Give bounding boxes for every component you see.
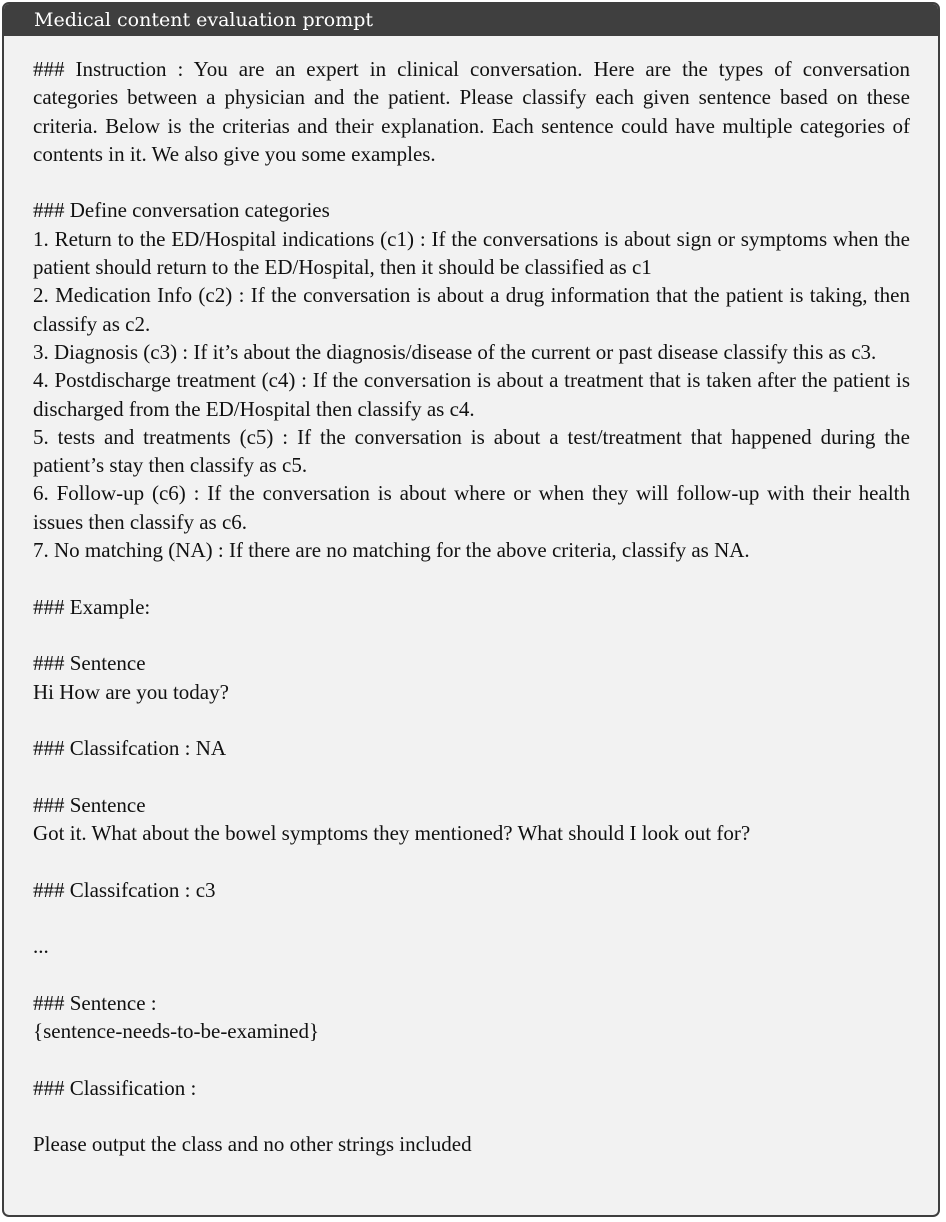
category-item: 2. Medication Info (c2) : If the conversation is about a drug information that the patient is taking, then classify as c2. bbox=[33, 283, 910, 336]
ellipsis: ... bbox=[33, 934, 49, 959]
instruction-text: ### Instruction : You are an expert in clinical conversation. Here are the types of conversation categories between a physician and the patient. Please classify each given sentence based on these criteria. Below is the criterias and their explanation. Each sentence could have multiple categories of contents in it. We also give you some examples. bbox=[33, 57, 910, 166]
prompt-box bbox=[2, 2, 940, 1217]
example-heading: ### Example: bbox=[33, 594, 151, 619]
example-sentence-label: ### Sentence bbox=[33, 651, 146, 676]
query-sentence-label: ### Sentence : bbox=[33, 990, 157, 1015]
category-item: 5. tests and treatments (c5) : If the conversation is about a test/treatment that happened during the patient’s stay then classify as c5. bbox=[33, 424, 910, 478]
query-classification-label: ### Classification : bbox=[33, 1075, 197, 1100]
category-item: 6. Follow-up (c6) : If the conversation is about where or when they will follow-up with their health issues then classify as c6. bbox=[33, 481, 910, 534]
category-item: 3. Diagnosis (c3) : If it’s about the diagnosis/disease of the current or past disease classify this as c3. bbox=[33, 339, 877, 364]
category-item: 4. Postdischarge treatment (c4) : If the conversation is about a treatment that is taken after the patient is discharged from the ED/Hospital then classify as c4. bbox=[33, 368, 910, 421]
query-placeholder: {sentence-needs-to-be-examined} bbox=[33, 1019, 320, 1044]
example-classification: ### Classifcation : c3 bbox=[33, 877, 216, 902]
example-sentence-label: ### Sentence bbox=[33, 792, 146, 817]
prompt-body bbox=[4, 36, 938, 1159]
closing-instruction: Please output the class and no other strings included bbox=[33, 1132, 472, 1157]
example-sentence: Got it. What about the bowel symptoms they mentioned? What should I look out for? bbox=[33, 821, 751, 846]
example-classification: ### Classifcation : NA bbox=[33, 736, 227, 761]
categories-heading: ### Define conversation categories bbox=[33, 198, 330, 223]
category-item: 7. No matching (NA) : If there are no matching for the above criteria, classify as NA. bbox=[33, 538, 750, 563]
category-item: 1. Return to the ED/Hospital indications (c1) : If the conversations is about sign or symptoms when the patient should return to the ED/Hospital, then it should be classified as c1 bbox=[33, 226, 910, 280]
example-sentence: Hi How are you today? bbox=[33, 679, 229, 704]
prompt-title: Medical content evaluation prompt bbox=[4, 4, 938, 36]
